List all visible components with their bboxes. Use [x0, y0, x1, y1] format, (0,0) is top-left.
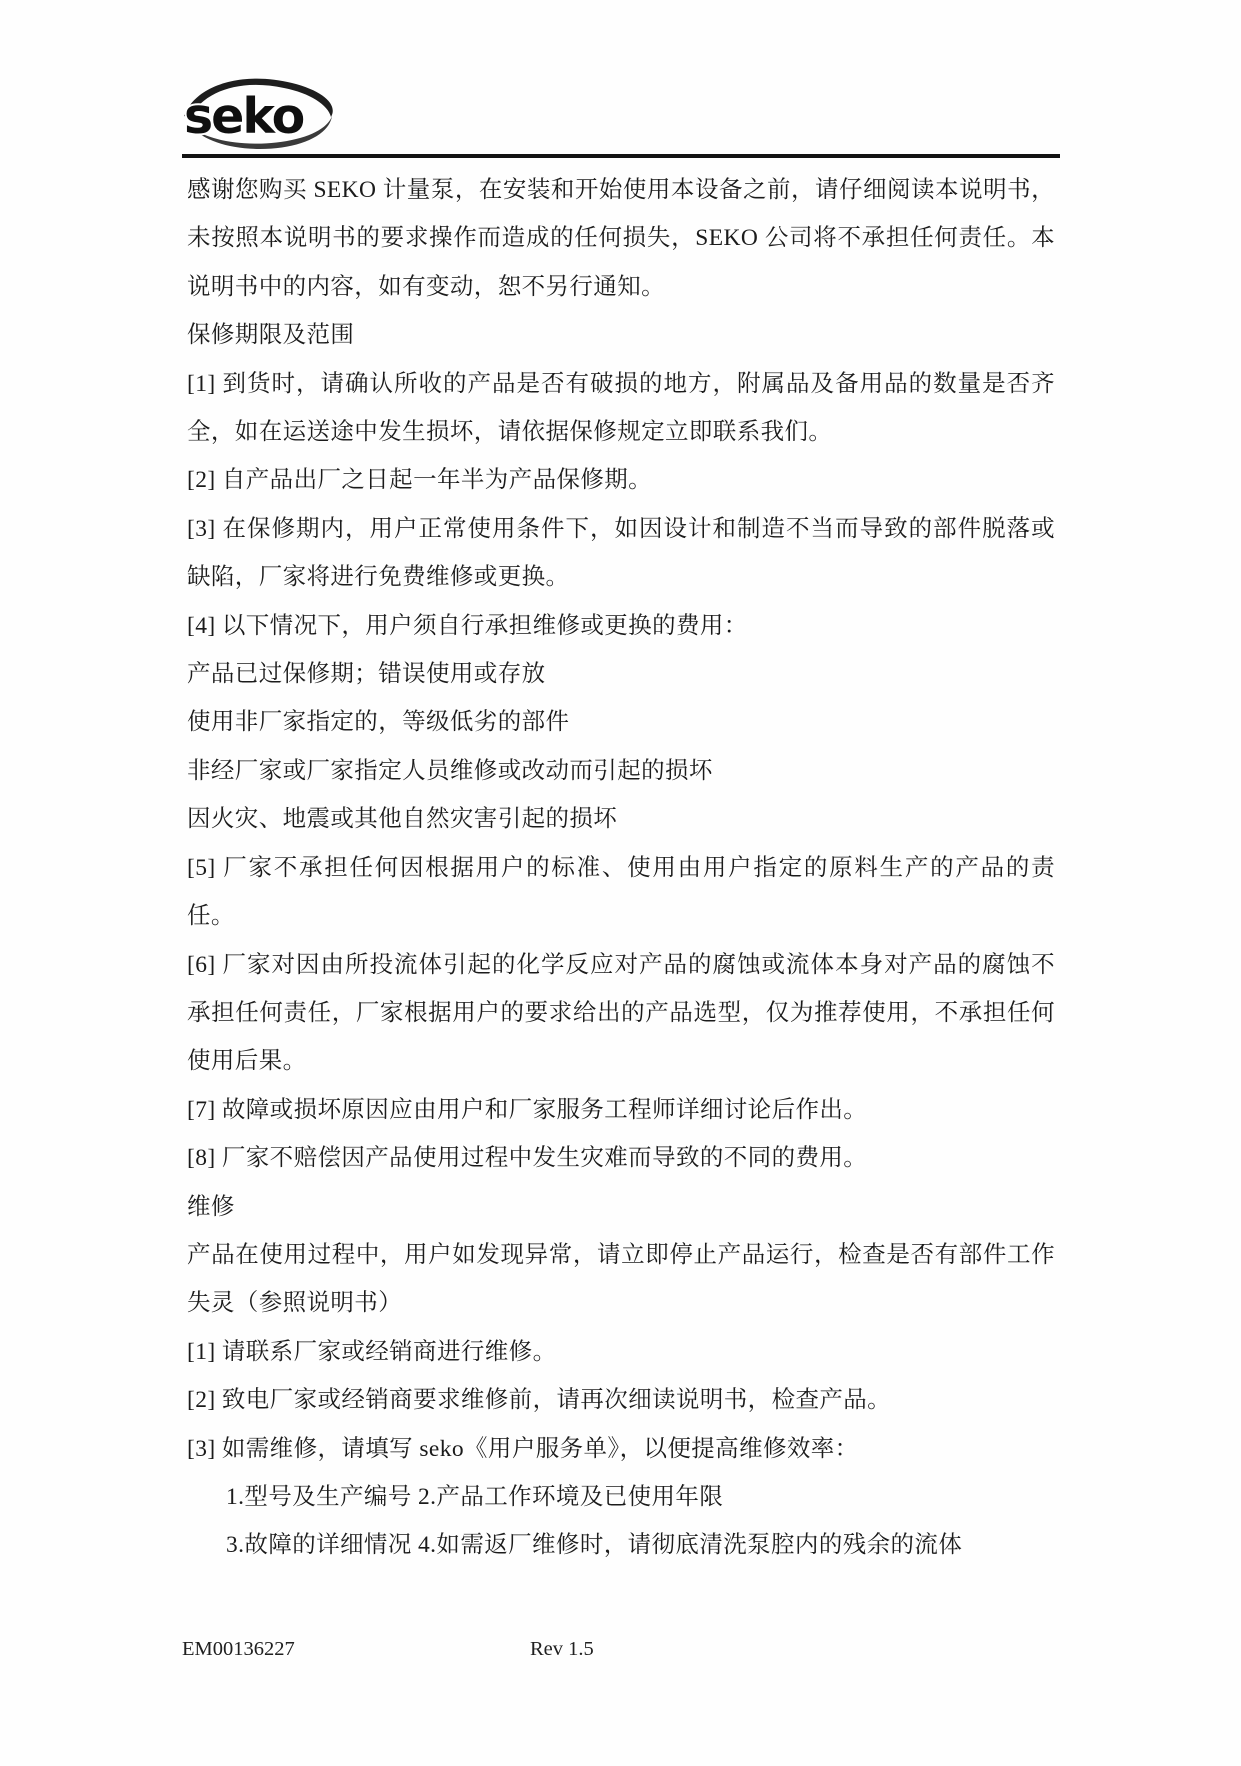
warranty-item-4: [4] 以下情况下，用户须自行承担维修或更换的费用： — [187, 612, 748, 639]
page-footer — [182, 1638, 1060, 1668]
seko-logo-icon — [178, 76, 343, 151]
seko-logo — [178, 76, 343, 151]
footer-revision: Rev 1.5 — [530, 1638, 594, 1660]
repair-intro: 产品在使用过程中，用户如发现异常，请立即停止产品运行，检查是否有部件工作失灵（参照说明书） — [187, 1241, 1055, 1317]
svg-text:seko: seko — [184, 88, 304, 145]
warranty-item-5: [5] 厂家不承担任何因根据用户的标准、使用由用户指定的原料生产的产品的责任。 — [187, 854, 1055, 930]
footer-doc-number: EM00136227 — [182, 1638, 295, 1660]
repair-item-1: [1] 请联系厂家或经销商进行维修。 — [187, 1338, 557, 1365]
repair-heading: 维修 — [187, 1193, 235, 1220]
warranty-item-4-case-4: 因火灾、地震或其他自然灾害引起的损坏 — [187, 806, 618, 833]
warranty-heading: 保修期限及范围 — [187, 322, 355, 349]
header-divider — [182, 154, 1060, 158]
warranty-item-4-case-2: 使用非厂家指定的，等级低劣的部件 — [187, 709, 570, 736]
service-form-note-2: 3.故障的详细情况 4.如需返厂维修时，请彻底清洗泵腔内的残余的流体 — [226, 1532, 963, 1559]
warranty-item-2: [2] 自产品出厂之日起一年半为产品保修期。 — [187, 467, 653, 494]
document-body — [187, 166, 1055, 1570]
warranty-item-8: [8] 厂家不赔偿因产品使用过程中发生灾难而导致的不同的费用。 — [187, 1145, 868, 1172]
warranty-item-1: [1] 到货时，请确认所收的产品是否有破损的地方，附属品及备用品的数量是否齐全，如在运送途中发生损坏，请依据保修规定立即联系我们。 — [187, 370, 1055, 446]
intro-paragraph: 感谢您购买 SEKO 计量泵，在安装和开始使用本设备之前，请仔细阅读本说明书，未按照本说明书的要求操作而造成的任何损失，SEKO 公司将不承担任何责任。本说明书中的内容，如有变动，恕不另行通知。 — [187, 177, 1055, 300]
repair-item-3: [3] 如需维修，请填写 seko《用户服务单》，以便提高维修效率： — [187, 1435, 859, 1462]
warranty-item-4-case-1: 产品已过保修期；错误使用或存放 — [187, 661, 546, 688]
warranty-item-7: [7] 故障或损坏原因应由用户和厂家服务工程师详细讨论后作出。 — [187, 1096, 868, 1123]
warranty-item-4-case-3: 非经厂家或厂家指定人员维修或改动而引起的损坏 — [187, 757, 713, 784]
warranty-item-3: [3] 在保修期内，用户正常使用条件下，如因设计和制造不当而导致的部件脱落或缺陷，厂家将进行免费维修或更换。 — [187, 515, 1055, 591]
warranty-item-6: [6] 厂家对因由所投流体引起的化学反应对产品的腐蚀或流体本身对产品的腐蚀不承担任何责任，厂家根据用户的要求给出的产品选型，仅为推荐使用，不承担任何使用后果。 — [187, 951, 1055, 1075]
repair-item-2: [2] 致电厂家或经销商要求维修前，请再次细读说明书，检查产品。 — [187, 1387, 892, 1414]
service-form-note-1: 1.型号及生产编号 2.产品工作环境及已使用年限 — [226, 1483, 724, 1510]
